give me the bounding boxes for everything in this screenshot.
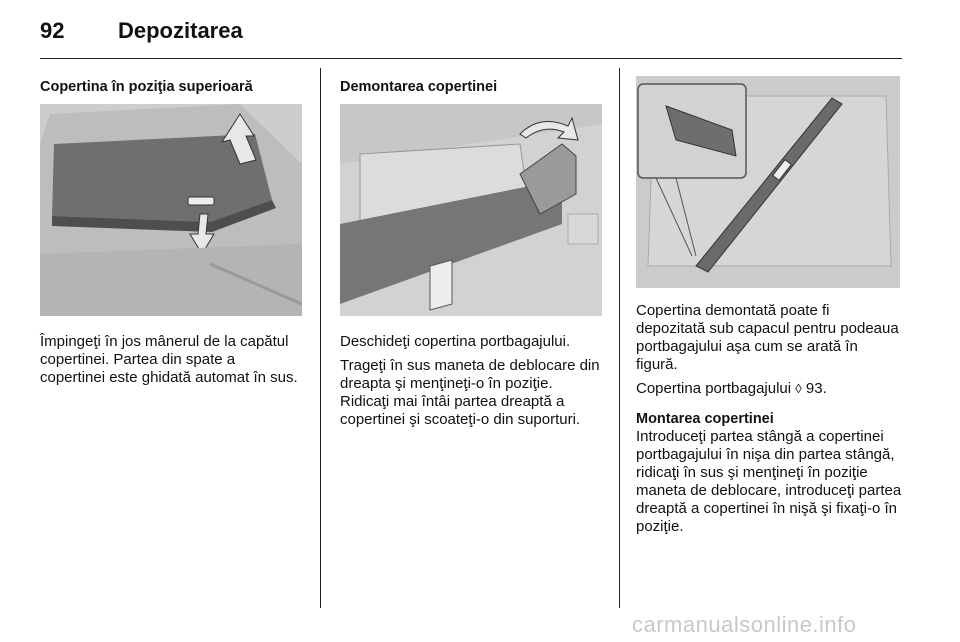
section-heading: Copertina în poziţia superioară: [40, 79, 253, 95]
figure-cover-stored: [636, 76, 900, 288]
paragraph: Împingeţi în jos mânerul de la capătul copertinei. Partea din spate a copertinei este ghidată automat în sus.: [40, 333, 298, 386]
paragraph: Copertina demontată poate fi depozitată sub capacul pentru podeaua portbagajului aşa cum se arată în figură.: [636, 302, 899, 373]
cross-reference-page: 93.: [801, 380, 827, 397]
column-1: [40, 68, 302, 386]
page-number: 92: [40, 18, 65, 43]
column-2: [340, 68, 602, 428]
column-divider: [619, 68, 620, 608]
cross-reference-text: Copertina portbagajului: [636, 380, 796, 397]
paragraph: Deschideţi copertina portbagajului.: [340, 333, 571, 350]
figure-cover-removal: [340, 104, 602, 316]
paragraph: Introduceţi partea stângă a copertinei portbagajului în nişa din partea stângă, ridicaţi în sus şi menţineţi în poziţie maneta de deblocare, introduceţi partea dreaptă a copertinei în nişă şi fixaţi-o în poziţie.: [636, 428, 902, 535]
page-title: Depozitarea: [118, 18, 243, 43]
paragraph: Trageţi în sus maneta de deblocare din dreapta şi menţineţi-o în poziţie. Ridicaţi mai întâi partea dreaptă a copertinei şi scoateţi-o din suporturi.: [340, 357, 600, 428]
reference-arrow-icon: ◊: [795, 381, 802, 396]
section-heading: Demontarea copertinei: [340, 79, 498, 95]
header-rule: [40, 58, 902, 59]
cross-reference: [636, 380, 902, 398]
figure-cover-upper-position: [40, 104, 302, 316]
column-divider: [320, 68, 321, 608]
watermark: carmanualsonline.info: [632, 612, 857, 637]
section-heading: Montarea copertinei: [636, 411, 774, 427]
